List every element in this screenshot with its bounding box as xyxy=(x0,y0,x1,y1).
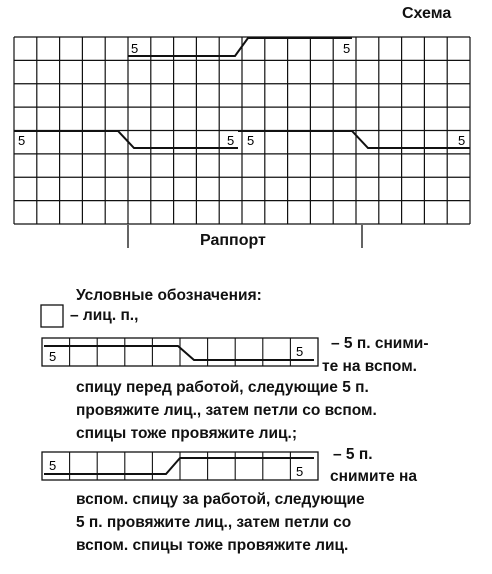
knit-stitch-symbol xyxy=(40,304,64,328)
back-cross-text-1: – 5 п. xyxy=(333,446,373,463)
front-cross-symbol xyxy=(40,336,320,368)
chart-title: Схема xyxy=(402,5,452,22)
back-cross-text-3: вспом. спицу за работой, следующие xyxy=(76,491,365,508)
cell-number-label: 5 xyxy=(131,41,139,56)
cell-number-label: 5 xyxy=(49,458,57,473)
cell-number-label: 5 xyxy=(343,41,351,56)
legend-heading: Условные обозначения: xyxy=(76,287,262,304)
back-cross-text-2: снимите на xyxy=(330,468,418,485)
cell-number-label: 5 xyxy=(247,133,255,148)
front-cross-text-3: спицу перед работой, следующие 5 п. xyxy=(76,379,369,396)
back-cross-symbol xyxy=(40,450,320,482)
front-cross-text-1: – 5 п. сними- xyxy=(331,335,429,352)
front-cross-text-5: спицы тоже провяжите лиц.; xyxy=(76,425,298,442)
cell-number-label: 5 xyxy=(296,344,304,359)
back-cross-text-4: 5 п. провяжите лиц., затем петли со xyxy=(76,514,352,531)
front-cross-text-2: те на вспом. xyxy=(322,358,417,375)
cell-number-label: 5 xyxy=(18,133,26,148)
cell-number-label: 5 xyxy=(227,133,235,148)
cell-number-label: 5 xyxy=(458,133,466,148)
cable-cross-row-1 xyxy=(128,38,352,56)
cell-number-label: 5 xyxy=(296,464,304,479)
cell-number-label: 5 xyxy=(49,349,57,364)
repeat-label: Раппорт xyxy=(200,232,266,249)
knit-stitch-text: – лиц. п., xyxy=(70,307,139,324)
front-cross-text-4: провяжите лиц., затем петли со вспом. xyxy=(76,402,377,419)
back-cross-text-5: вспом. спицы тоже провяжите лиц. xyxy=(76,537,349,554)
